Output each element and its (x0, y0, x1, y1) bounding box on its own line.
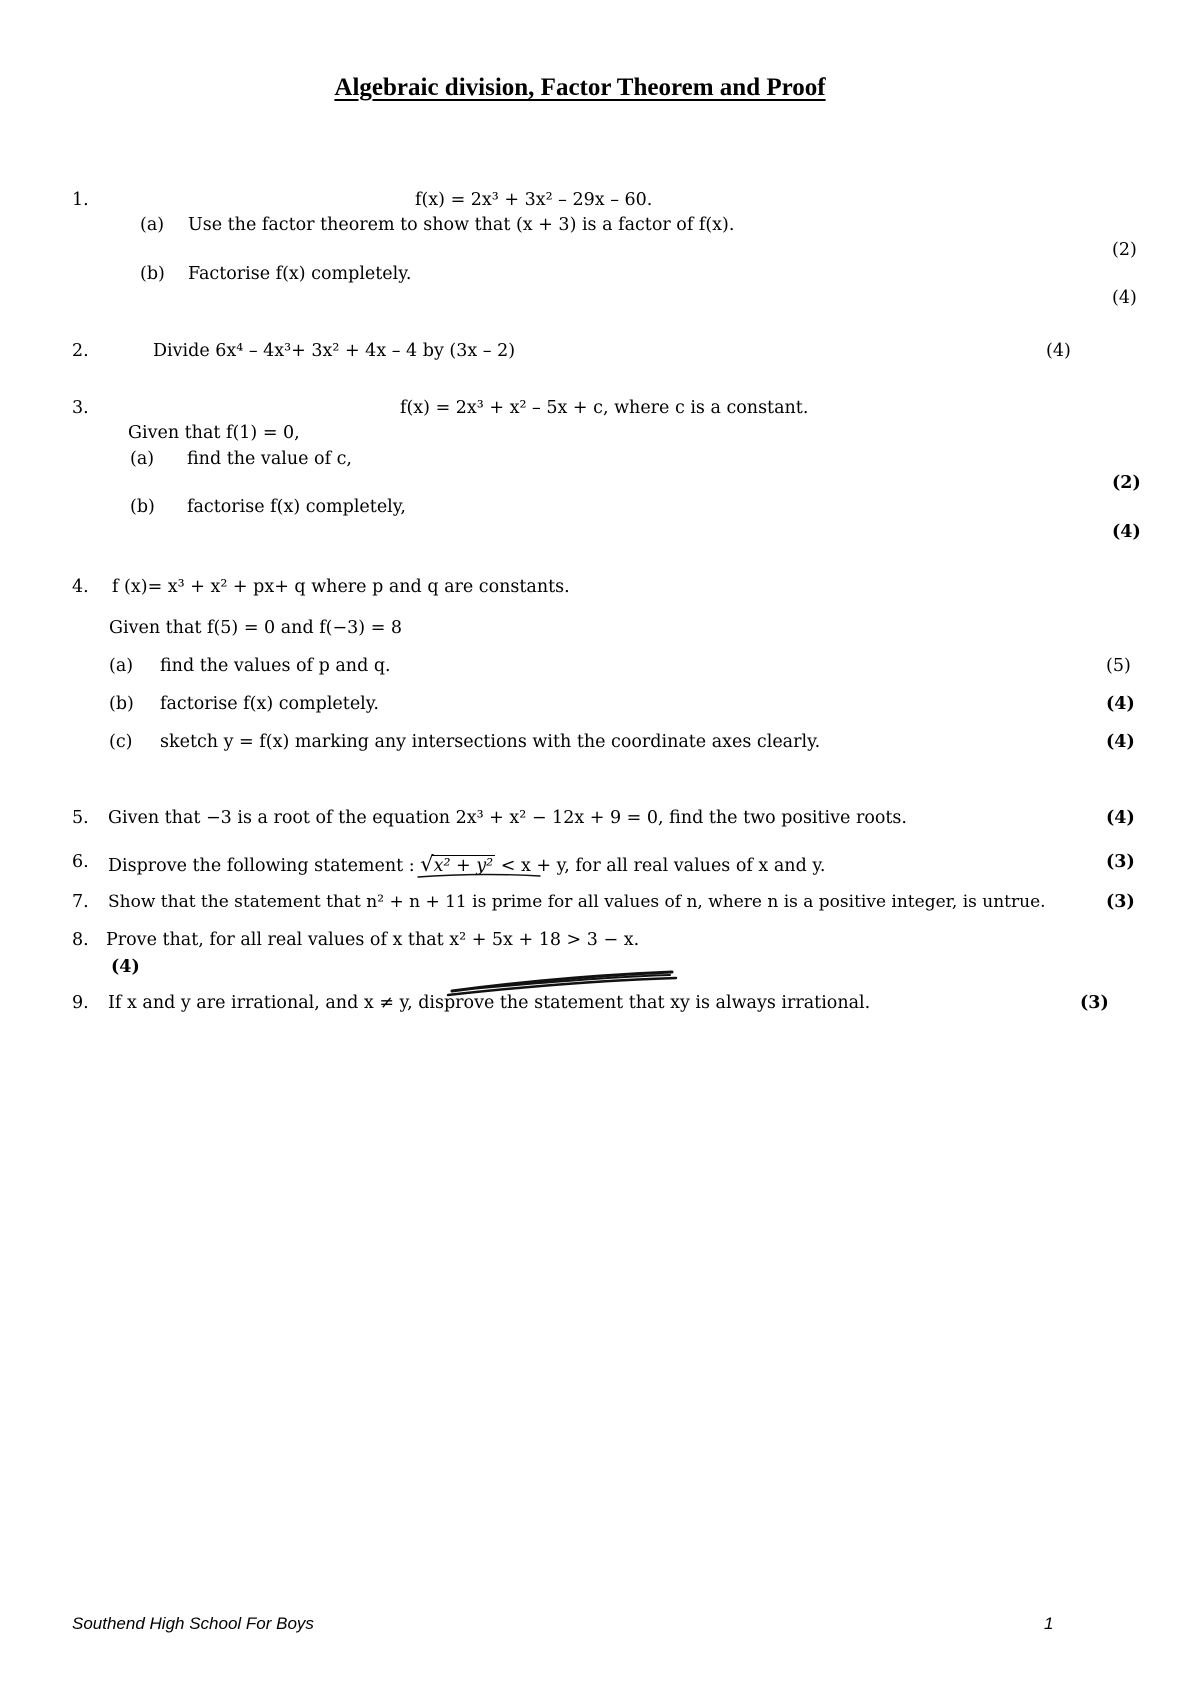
q4-b-text: factorise f(x) completely. (160, 694, 379, 714)
q6-text-post: < x + y, for all real values of x and y. (495, 856, 826, 876)
q4-c-label: (c) (109, 732, 133, 752)
q9-text: If x and y are irrational, and x ≠ y, disprove the statement that xy is always irrational. (108, 993, 871, 1013)
q3-b-label: (b) (130, 497, 155, 517)
q3-a-marks: (2) (1112, 473, 1141, 493)
q4-a-label: (a) (109, 656, 134, 676)
q4-b-label: (b) (109, 694, 134, 714)
q1-equation: f(x) = 2x³ + 3x² – 29x – 60. (415, 190, 653, 210)
page-title: Algebraic division, Factor Theorem and Proof (334, 74, 826, 101)
q7-text: Show that the statement that n² + n + 11 is prime for all values of n, where n is a positive integer, is untrue. (108, 892, 1046, 912)
q3-b-marks: (4) (1112, 522, 1141, 542)
q6-statement (108, 852, 825, 876)
q4-c-text: sketch y = f(x) marking any intersections with the coordinate axes clearly. (160, 732, 821, 752)
q4-c-marks: (4) (1106, 732, 1135, 752)
q7-number: 7. (72, 892, 89, 912)
q9-marks: (3) (1080, 993, 1109, 1013)
q5-number: 5. (72, 808, 89, 828)
q3-equation: f(x) = 2x³ + x² – 5x + c, where c is a constant. (400, 398, 809, 418)
q2-text: Divide 6x⁴ – 4x³+ 3x² + 4x – 4 by (3x – 2) (153, 341, 516, 361)
q1-number: 1. (72, 190, 89, 210)
q3-given: Given that f(1) = 0, (128, 423, 300, 443)
sqrt-symbol-icon: √ (420, 852, 434, 876)
q4-a-marks: (5) (1106, 656, 1131, 676)
q4-a-text: find the values of p and q. (160, 656, 391, 676)
q5-marks: (4) (1106, 808, 1135, 828)
footer-page-number: 1 (1044, 1614, 1054, 1633)
q1-a-label: (a) (140, 215, 165, 235)
q3-a-label: (a) (130, 449, 155, 469)
q6-radicand: x² + y² (433, 856, 494, 876)
q4-number: 4. (72, 577, 89, 597)
q8-number: 8. (72, 930, 89, 950)
q8-text: Prove that, for all real values of x that x² + 5x + 18 > 3 − x. (106, 930, 640, 950)
q9-number: 9. (72, 993, 89, 1013)
q4-b-marks: (4) (1106, 694, 1135, 714)
q1-a-marks: (2) (1112, 240, 1137, 260)
q7-marks: (3) (1106, 892, 1135, 912)
q4-equation: f (x)= x³ + x² + px+ q where p and q are constants. (112, 577, 570, 597)
q3-b-text: factorise f(x) completely, (187, 497, 406, 517)
q5-text: Given that −3 is a root of the equation 2x³ + x² − 12x + 9 = 0, find the two positive roots. (108, 808, 907, 828)
q8-marks: (4) (111, 957, 140, 977)
q1-b-text: Factorise f(x) completely. (188, 264, 412, 284)
q6-marks: (3) (1106, 852, 1135, 872)
q4-given: Given that f(5) = 0 and f(−3) = 8 (109, 618, 403, 638)
q2-marks: (4) (1046, 341, 1071, 361)
q6-number: 6. (72, 852, 89, 872)
q1-b-label: (b) (140, 264, 165, 284)
q1-b-marks: (4) (1112, 288, 1137, 308)
q2-number: 2. (72, 341, 89, 361)
q3-a-text: find the value of c, (187, 449, 352, 469)
q1-a-text: Use the factor theorem to show that (x + 3) is a factor of f(x). (188, 215, 735, 235)
footer-school-name: Southend High School For Boys (72, 1614, 314, 1633)
q6-text-pre: Disprove the following statement : (108, 856, 421, 876)
q3-number: 3. (72, 398, 89, 418)
